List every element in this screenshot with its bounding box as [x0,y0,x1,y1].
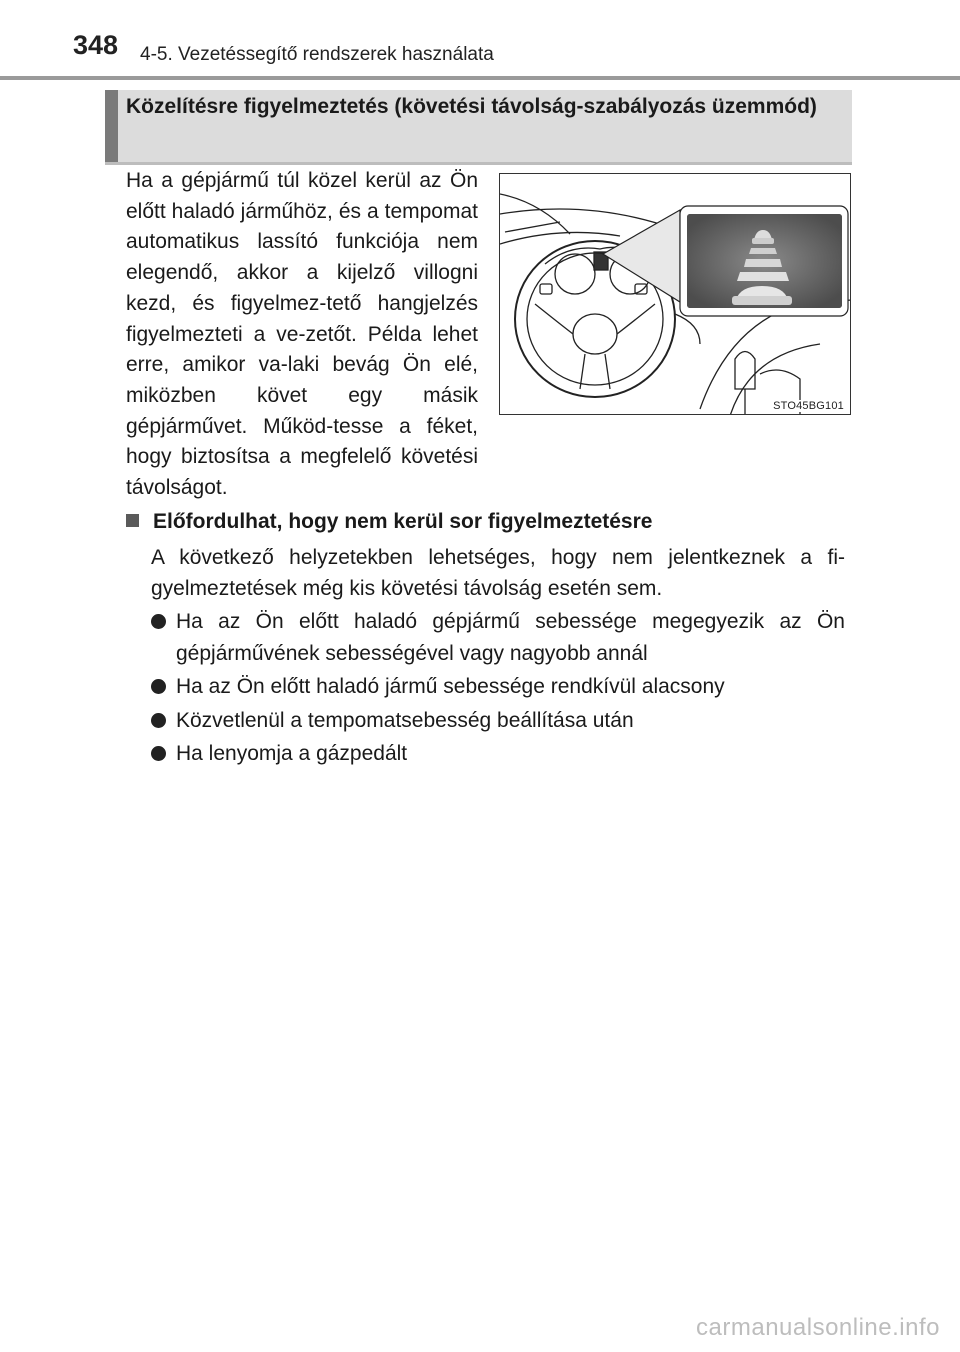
bullet-dot-icon [151,713,166,728]
steering-wheel-display-illustration [500,174,851,415]
list-item [151,671,845,703]
header-rule [0,76,960,80]
bullet-dot-icon [151,679,166,694]
list-item-text: Ha az Ön előtt haladó gépjármű sebessége megegyezik az Ön gépjárművének sebességével vagy nagyobb annál [176,610,845,665]
list-item [151,705,845,737]
list-item [151,606,845,669]
dashboard-figure [499,173,851,415]
section-heading-box [105,90,852,165]
watermark: carmanualsonline.info [696,1314,940,1341]
square-bullet-icon [126,514,139,527]
subsection-heading [126,510,652,534]
bullet-dot-icon [151,746,166,761]
list-item-text: Ha lenyomja a gázpedált [176,742,408,765]
figure-code: STO45BG101 [773,400,844,412]
list-item-text: Ha az Ön előtt haladó jármű sebessége rendkívül alacsony [176,675,725,698]
page-number: 348 [73,30,119,60]
chapter-title: 4-5. Vezetéssegítő rendszerek használata [140,44,494,65]
section-heading: Közelítésre figyelmeztetés (követési távolság-szabályozás üzemmód) [126,95,817,118]
bullet-list [151,606,845,772]
section-heading-bar [105,90,118,162]
list-item [151,738,845,770]
bullet-dot-icon [151,614,166,629]
subsection-paragraph: A következő helyzetekben lehetséges, hogy nem jelentkeznek a fi-gyelmeztetések még kis követési távolság esetén sem. [151,546,845,600]
subsection-heading-text: Előfordulhat, hogy nem kerül sor figyelmeztetésre [153,510,653,533]
intro-paragraph: Ha a gépjármű túl közel kerül az Ön előtt haladó járműhöz, és a tempomat automatikus lassító funkciója nem elegendő, akkor a kijelző villogni kezd, és figyelmez-tető hangjelzés figyelmezteti a ve-zetőt. Példa lehet erre, amikor va-laki bevág Ön elé, miközben követ egy másik gépjárművet. Működ-tesse a féket, hogy biztosítsa a megfelelő követési távolságot. [126,169,478,500]
list-item-text: Közvetlenül a tempomatsebesség beállítása után [176,708,634,732]
